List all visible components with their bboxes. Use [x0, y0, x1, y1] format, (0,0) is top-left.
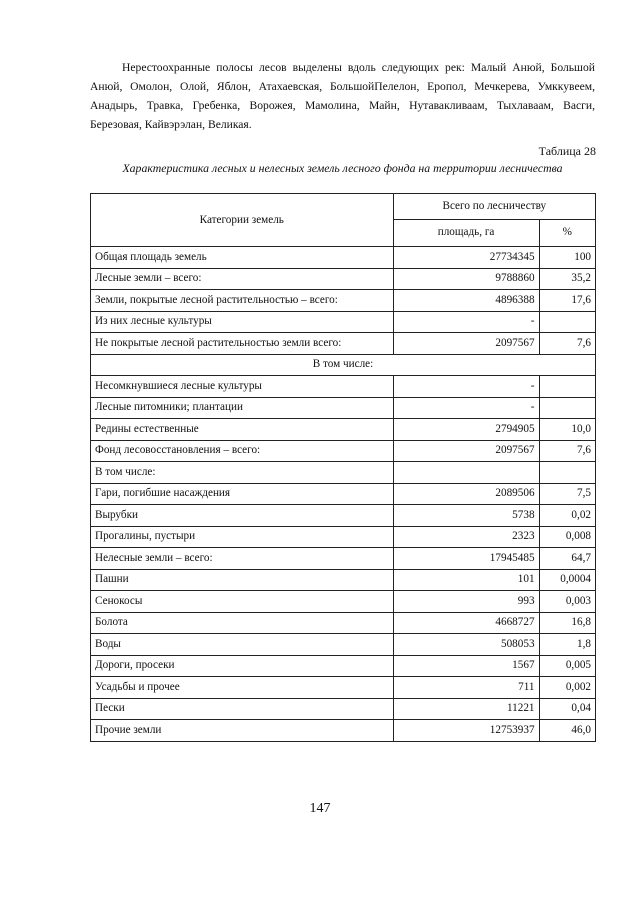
table-number: Таблица 28: [538, 144, 596, 158]
row-label: В том числе:: [91, 462, 394, 484]
row-percent: 0,008: [539, 526, 595, 548]
row-percent: 16,8: [539, 612, 595, 634]
row-percent: 0,002: [539, 677, 595, 699]
row-label: Из них лесные культуры: [91, 311, 394, 333]
row-label: Редины естественные: [91, 419, 394, 441]
row-percent: 7,6: [539, 333, 595, 355]
row-area: 5738: [393, 505, 539, 527]
header-category: Категории земель: [91, 194, 394, 247]
row-percent: 35,2: [539, 268, 595, 290]
row-label: Нелесные земли – всего:: [91, 548, 394, 570]
row-area: 9788860: [393, 268, 539, 290]
table-row: [91, 591, 596, 613]
row-percent: 0,005: [539, 655, 595, 677]
table-row: [91, 569, 596, 591]
table-row: [91, 268, 596, 290]
table-row: [91, 505, 596, 527]
row-label: Воды: [91, 634, 394, 656]
table-header-row-1: [91, 194, 596, 220]
row-area: 11221: [393, 698, 539, 720]
row-percent: 1,8: [539, 634, 595, 656]
header-percent: %: [539, 219, 595, 246]
row-percent: 17,6: [539, 290, 595, 312]
row-area: 2089506: [393, 483, 539, 505]
row-percent: 0,04: [539, 698, 595, 720]
row-area: 2097567: [393, 333, 539, 355]
header-area: площадь, га: [393, 219, 539, 246]
table-row: [91, 548, 596, 570]
row-area: -: [393, 376, 539, 398]
row-percent: [539, 376, 595, 398]
row-label: Прогалины, пустыри: [91, 526, 394, 548]
table-row: [91, 677, 596, 699]
table-row: [91, 612, 596, 634]
row-label: Земли, покрытые лесной растительностью – всего:: [91, 290, 394, 312]
row-percent: [539, 311, 595, 333]
table-row: [91, 354, 596, 376]
table-row: [91, 247, 596, 269]
table-row: [91, 290, 596, 312]
row-label: Лесные питомники; плантации: [91, 397, 394, 419]
row-label: Вырубки: [91, 505, 394, 527]
row-label: Пески: [91, 698, 394, 720]
row-label: В том числе:: [91, 354, 596, 376]
row-area: 2097567: [393, 440, 539, 462]
row-area: 2794905: [393, 419, 539, 441]
row-label: Прочие земли: [91, 720, 394, 742]
row-label: Фонд лесовосстановления – всего:: [91, 440, 394, 462]
table-row: [91, 655, 596, 677]
table-row: [91, 720, 596, 742]
row-area: 12753937: [393, 720, 539, 742]
row-percent: 7,5: [539, 483, 595, 505]
table-caption: Характеристика лесных и нелесных земель лесного фонда на территории лесничества: [122, 161, 563, 175]
table-row: [91, 698, 596, 720]
row-area: 17945485: [393, 548, 539, 570]
row-percent: [539, 462, 595, 484]
row-label: Несомкнувшиеся лесные культуры: [91, 376, 394, 398]
row-percent: 0,0004: [539, 569, 595, 591]
row-area: 101: [393, 569, 539, 591]
row-area: 508053: [393, 634, 539, 656]
table-row: [91, 483, 596, 505]
row-label: Сенокосы: [91, 591, 394, 613]
table-row: [91, 419, 596, 441]
table-row: [91, 397, 596, 419]
row-percent: 10,0: [539, 419, 595, 441]
intro-paragraph: Нерестоохранные полосы лесов выделены вдоль следующих рек: Малый Анюй, Большой Анюй, Омолон, Олой, Яблон, Атахаевская, БольшойПелелон, Еропол, Мечкерева, Умккувеем, Анадырь, Травка, Гребенка, Ворожея, Мамолина, Майн, Нутавакливаам, Тыхлаваам, Васги, Березовая, Кайвэрэлан, Великая.: [90, 61, 595, 131]
row-area: -: [393, 397, 539, 419]
row-label: Усадьбы и прочее: [91, 677, 394, 699]
row-label: Болота: [91, 612, 394, 634]
row-percent: 0,02: [539, 505, 595, 527]
row-label: Пашни: [91, 569, 394, 591]
row-label: Дороги, просеки: [91, 655, 394, 677]
land-categories-table: [90, 193, 596, 742]
table-row: [91, 526, 596, 548]
row-area: 4896388: [393, 290, 539, 312]
row-area: 4668727: [393, 612, 539, 634]
table-row: [91, 376, 596, 398]
row-area: 711: [393, 677, 539, 699]
row-percent: [539, 397, 595, 419]
row-area: [393, 462, 539, 484]
row-area: 993: [393, 591, 539, 613]
table-row: [91, 311, 596, 333]
table-row: [91, 462, 596, 484]
row-percent: 7,6: [539, 440, 595, 462]
row-area: -: [393, 311, 539, 333]
row-label: Не покрытые лесной растительностью земли всего:: [91, 333, 394, 355]
table-row: [91, 440, 596, 462]
header-total: Всего по лесничеству: [393, 194, 595, 220]
row-label: Общая площадь земель: [91, 247, 394, 269]
row-label: Гари, погибшие насаждения: [91, 483, 394, 505]
table-row: [91, 333, 596, 355]
page-number: 147: [309, 801, 331, 816]
row-label: Лесные земли – всего:: [91, 268, 394, 290]
row-percent: 100: [539, 247, 595, 269]
row-percent: 46,0: [539, 720, 595, 742]
row-percent: 64,7: [539, 548, 595, 570]
row-area: 2323: [393, 526, 539, 548]
row-area: 27734345: [393, 247, 539, 269]
row-percent: 0,003: [539, 591, 595, 613]
row-area: 1567: [393, 655, 539, 677]
table-row: [91, 634, 596, 656]
